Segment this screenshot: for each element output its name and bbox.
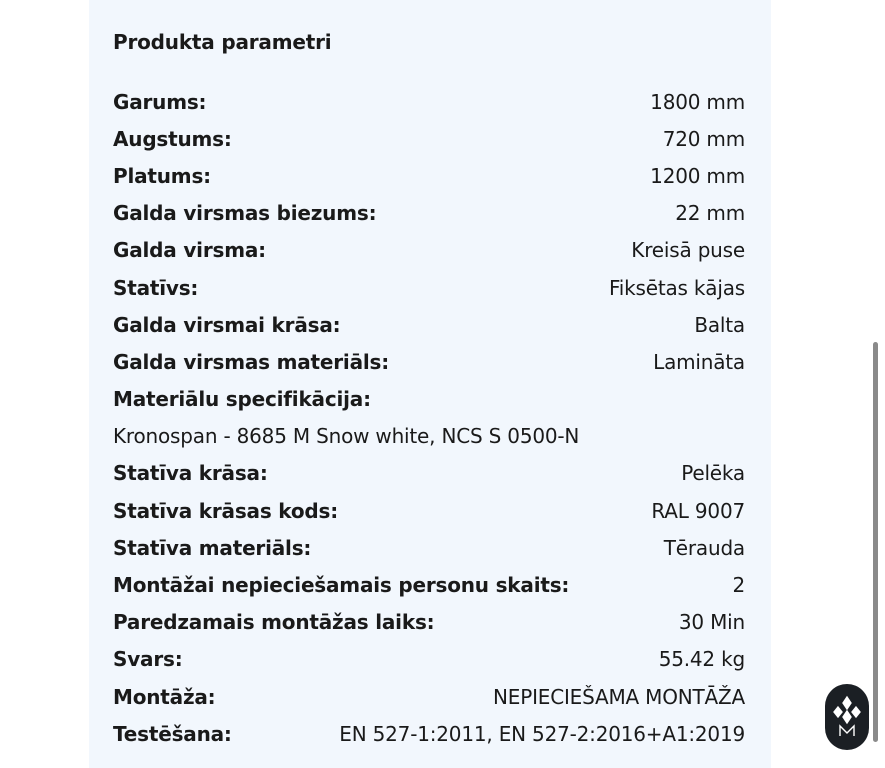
param-label: Testēšana: (113, 721, 232, 746)
param-value: Pelēka (681, 461, 745, 486)
param-row (113, 715, 745, 752)
param-row-spec-detail (113, 418, 745, 455)
floating-logo-button[interactable] (825, 684, 869, 750)
scrollbar-thumb[interactable] (873, 342, 878, 742)
param-row (113, 306, 745, 343)
param-label: Statīva krāsa: (113, 461, 268, 486)
param-row (113, 604, 745, 641)
param-label: Statīvs: (113, 275, 199, 300)
param-label: Galda virsmai krāsa: (113, 312, 341, 337)
param-label: Galda virsmas biezums: (113, 201, 377, 226)
param-row (113, 83, 745, 120)
diamond-logo-icon (833, 695, 861, 739)
param-label: Montāžai nepieciešamais personu skaits: (113, 573, 570, 598)
param-row (113, 120, 745, 157)
param-label: Galda virsmas materiāls: (113, 349, 390, 374)
param-value: Lamināta (653, 349, 745, 374)
param-value: Fiksētas kājas (608, 275, 745, 300)
param-label: Augstums: (113, 126, 232, 151)
param-row (113, 566, 745, 603)
param-value: Balta (694, 312, 745, 337)
param-label: Paredzamais montāžas laiks: (113, 610, 435, 635)
param-row (113, 381, 745, 418)
param-value: 22 mm (675, 201, 745, 226)
param-value: Kronospan - 8685 M Snow white, NCS S 0500-N (113, 424, 580, 449)
param-value: 55.42 kg (658, 647, 745, 672)
param-value: 1200 mm (650, 163, 745, 188)
param-value: 2 (732, 573, 745, 598)
param-row (113, 195, 745, 232)
param-row (113, 343, 745, 380)
param-row (113, 492, 745, 529)
param-label: Platums: (113, 163, 211, 188)
param-value: 30 Min (678, 610, 745, 635)
param-value: NEPIECIEŠAMA MONTĀŽA (493, 684, 745, 709)
param-row (113, 269, 745, 306)
param-value: RAL 9007 (651, 498, 745, 523)
section-title: Produkta parametri (113, 30, 332, 54)
param-label: Svars: (113, 647, 183, 672)
param-row (113, 232, 745, 269)
param-label: Statīva materiāls: (113, 535, 312, 560)
param-label: Montāža: (113, 684, 216, 709)
param-value: EN 527-1:2011, EN 527-2:2016+A1:2019 (339, 721, 745, 746)
param-value: 1800 mm (650, 89, 745, 114)
param-row (113, 455, 745, 492)
param-row (113, 678, 745, 715)
parameters-list (113, 83, 745, 752)
param-label: Galda virsma: (113, 238, 266, 263)
param-value: 720 mm (662, 126, 745, 151)
param-row (113, 157, 745, 194)
param-row (113, 529, 745, 566)
param-row (113, 641, 745, 678)
param-label: Statīva krāsas kods: (113, 498, 339, 523)
param-label: Garums: (113, 89, 207, 114)
param-label: Materiālu specifikācija: (113, 387, 371, 412)
param-value: Kreisā puse (631, 238, 745, 263)
param-value: Tērauda (663, 535, 745, 560)
product-parameters-panel (89, 0, 771, 768)
